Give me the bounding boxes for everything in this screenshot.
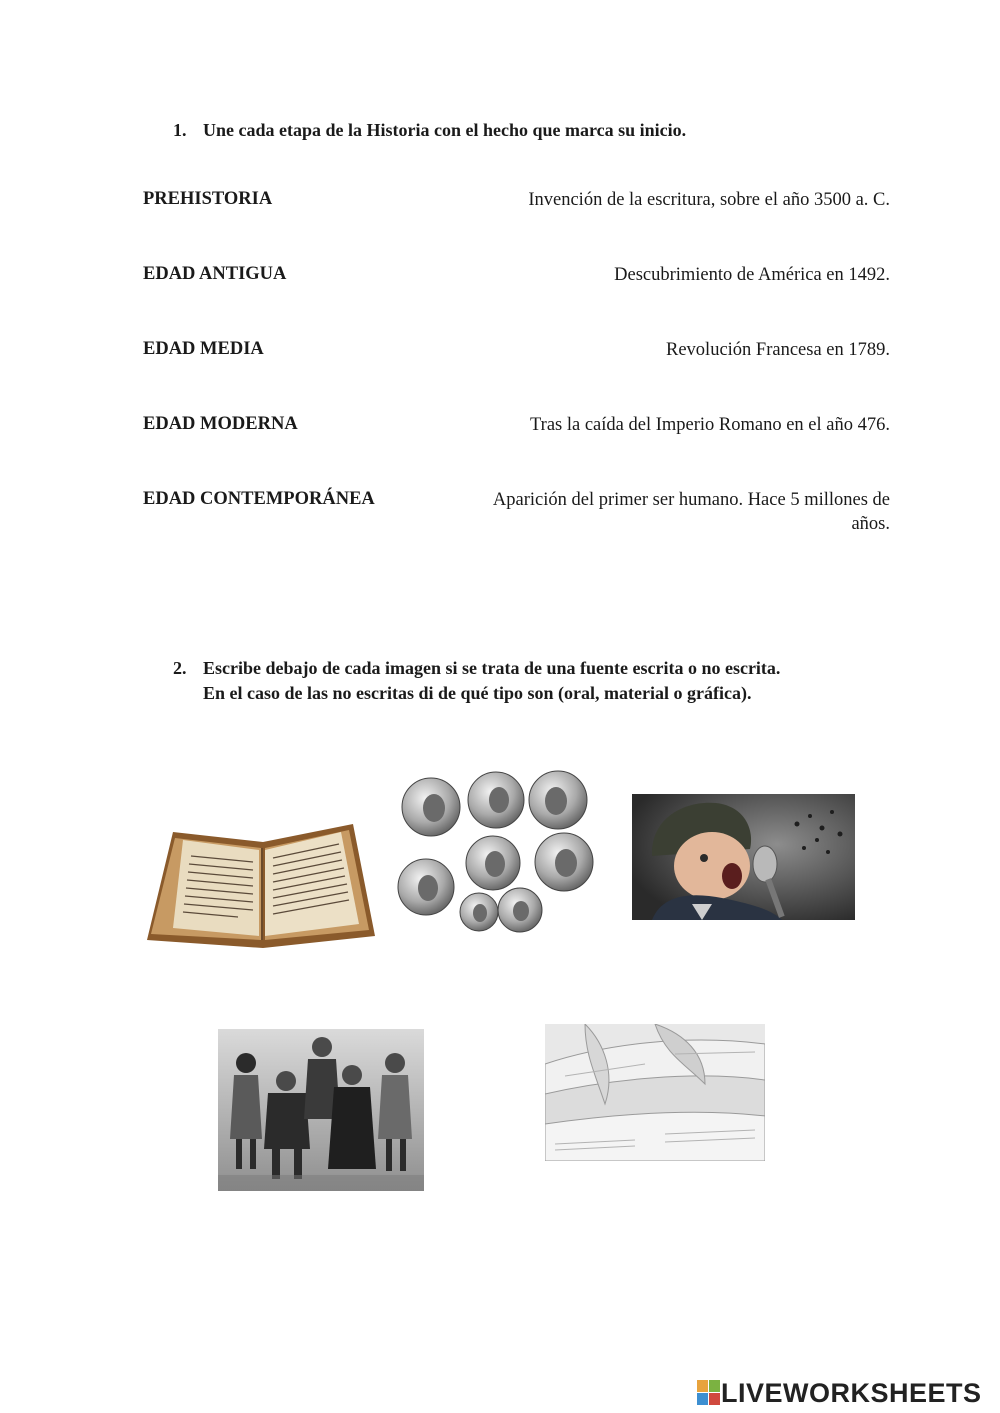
stage-edad-contemporanea: EDAD CONTEMPORÁNEA bbox=[143, 489, 375, 509]
liveworksheets-logo-text: LIVEWORKSHEETS bbox=[721, 1377, 982, 1408]
stage-edad-moderna: EDAD MODERNA bbox=[143, 414, 298, 434]
liveworksheets-logo-icon bbox=[697, 1380, 721, 1406]
event-escritura: Invención de la escritura, sobre el año 3500 a. C. bbox=[528, 190, 890, 210]
child-singing-image bbox=[632, 794, 855, 920]
stage-edad-media: EDAD MEDIA bbox=[143, 339, 264, 359]
event-primer-humano-line1: Aparición del primer ser humano. Hace 5 millones de bbox=[492, 490, 890, 510]
stage-edad-antigua: EDAD ANTIGUA bbox=[143, 264, 287, 284]
question-2 bbox=[173, 656, 780, 706]
liveworksheets-logo bbox=[697, 1378, 982, 1408]
question-2-line2: En el caso de las no escritas di de qué tipo son (oral, material o gráfica). bbox=[203, 683, 752, 703]
question-2-line1: Escribe debajo de cada imagen si se trata de una fuente escrita o no escrita. bbox=[203, 658, 781, 678]
question-1-number: 1. bbox=[173, 120, 187, 140]
event-primer-humano-line2: años. bbox=[851, 514, 890, 534]
question-2-number: 2. bbox=[173, 658, 187, 678]
event-primer-humano bbox=[493, 488, 890, 536]
book-image bbox=[143, 812, 378, 950]
family-photo-image bbox=[218, 1029, 424, 1191]
newspapers-image bbox=[545, 1024, 765, 1161]
question-1 bbox=[173, 118, 686, 143]
event-imperio-romano: Tras la caída del Imperio Romano en el año 476. bbox=[530, 415, 890, 435]
event-revolucion: Revolución Francesa en 1789. bbox=[666, 340, 890, 360]
coins-image bbox=[396, 770, 601, 935]
question-1-text: Une cada etapa de la Historia con el hecho que marca su inicio. bbox=[203, 120, 687, 140]
event-america: Descubrimiento de América en 1492. bbox=[614, 265, 890, 285]
stage-prehistoria: PREHISTORIA bbox=[143, 189, 273, 209]
